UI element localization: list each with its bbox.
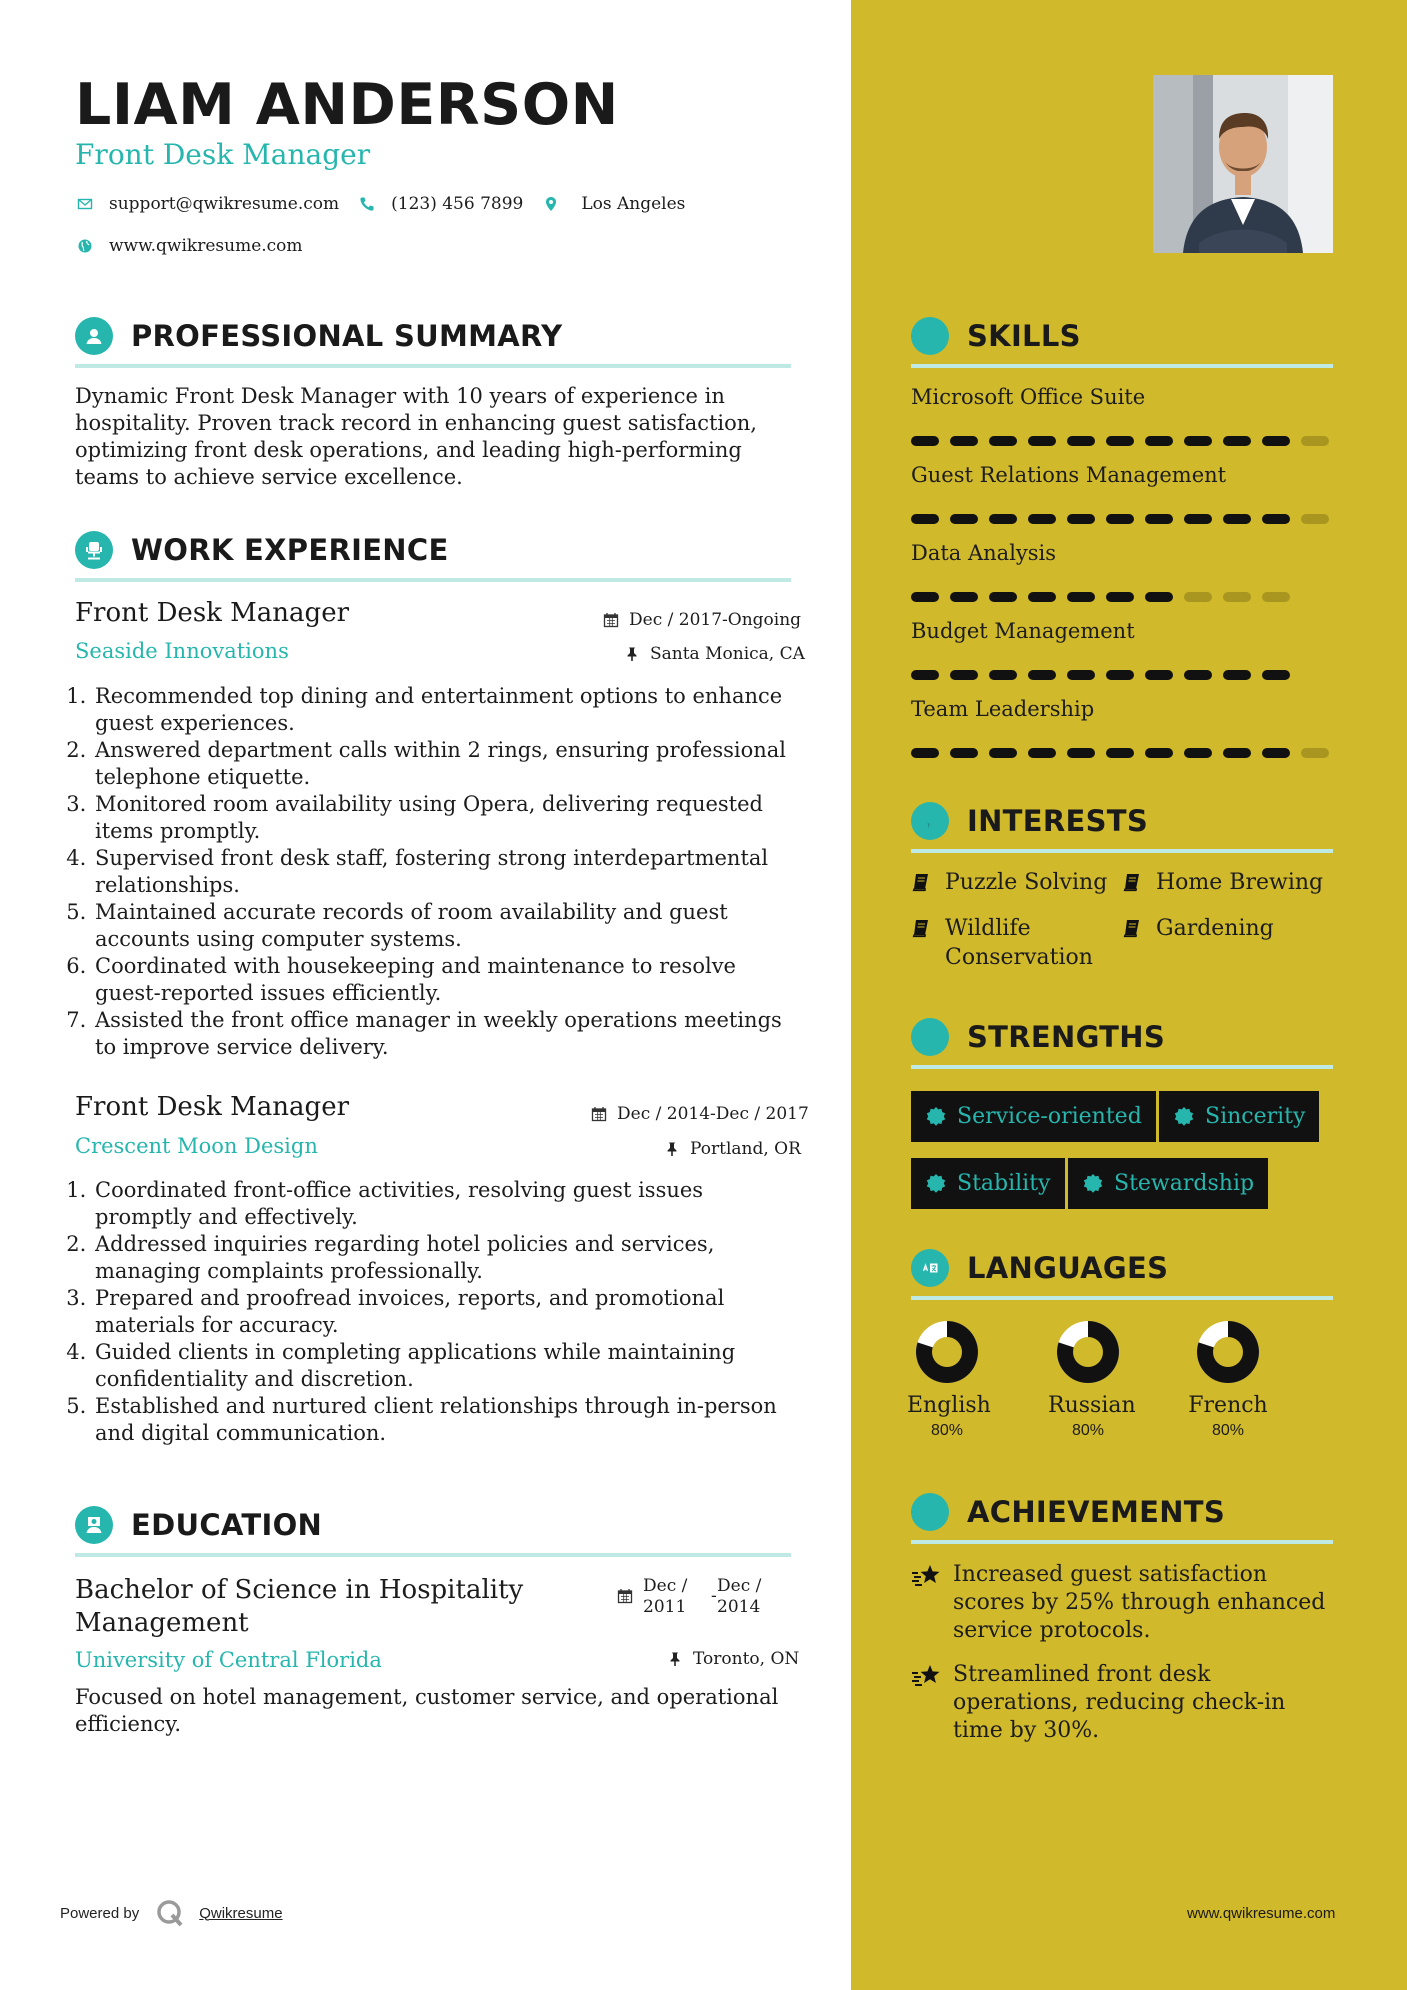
list-item: 2. Addressed inquiries regarding hotel policies and services, managing complaints professionally.	[93, 1231, 795, 1285]
language-icon	[911, 1249, 949, 1287]
list-item: 4. Supervised front desk staff, fostering strong interdepartmental relationships.	[93, 845, 795, 899]
interest-item	[1122, 868, 1323, 897]
skill-dash-empty	[1262, 592, 1290, 602]
skill-dash-empty	[1301, 436, 1329, 446]
strength-badge	[911, 1158, 1065, 1209]
profile-photo	[1153, 75, 1333, 253]
list-item: 3. Monitored room availability using Opera, delivering requested items promptly.	[93, 791, 795, 845]
section-title: INTERESTS	[967, 804, 1149, 838]
donut-hole	[932, 1337, 962, 1367]
skill-dash-filled	[911, 748, 939, 758]
skill-dash-filled	[950, 436, 978, 446]
job-location	[624, 644, 805, 664]
interest-label: Puzzle Solving	[945, 870, 1108, 895]
skill-dash-filled	[1184, 748, 1212, 758]
achievement-item	[911, 1561, 1341, 1645]
education-location-text: Toronto, ON	[693, 1649, 800, 1669]
section-divider	[911, 364, 1333, 368]
skill-name: Microsoft Office Suite	[911, 385, 1146, 409]
skill-dash-filled	[1184, 670, 1212, 680]
skill-name: Budget Management	[911, 619, 1135, 643]
language-percent: 80%	[1071, 1422, 1105, 1439]
powered-by	[60, 1898, 283, 1928]
book-icon	[911, 918, 931, 938]
graduate-icon	[75, 1506, 113, 1544]
candidate-title: Front Desk Manager	[75, 138, 371, 171]
book-icon	[911, 872, 931, 892]
section-title: LANGUAGES	[967, 1251, 1169, 1285]
language-level-donut	[914, 1319, 980, 1385]
section-title: STRENGTHS	[967, 1020, 1166, 1054]
job-title: Front Desk Manager	[75, 598, 350, 628]
skill-dash-filled	[1067, 748, 1095, 758]
skill-dash-filled	[1223, 436, 1251, 446]
list-item: 2. Answered department calls within 2 rings, ensuring professional telephone etiquette.	[93, 737, 795, 791]
badge-seal-icon	[925, 1173, 947, 1195]
strength-label: Service-oriented	[957, 1104, 1142, 1129]
experience-heading	[75, 531, 449, 569]
skills-heading	[911, 317, 1081, 355]
pushpin-icon	[667, 1651, 683, 1667]
skill-dash-empty	[1223, 592, 1251, 602]
email-link[interactable]: support@qwikresume.com	[109, 194, 340, 214]
skill-dash-filled	[950, 748, 978, 758]
job-duties-list	[69, 683, 795, 1061]
website-link[interactable]: www.qwikresume.com	[109, 236, 303, 256]
job-title: Front Desk Manager	[75, 1092, 350, 1122]
list-item: 5. Maintained accurate records of room availability and guest accounts using computer systems.	[93, 899, 795, 953]
education-heading	[75, 1506, 322, 1544]
language-item	[1188, 1319, 1268, 1440]
skill-dash-filled	[911, 436, 939, 446]
skill-dash-filled	[1028, 592, 1056, 602]
powered-by-label: Powered by	[60, 1904, 140, 1922]
interests-heading	[911, 802, 1148, 840]
job-duties-list	[69, 1177, 795, 1447]
website-row	[75, 236, 303, 256]
calendar-icon	[591, 1106, 607, 1122]
skill-dash-filled	[1106, 514, 1134, 524]
strength-label: Stability	[957, 1171, 1051, 1196]
skill-dash-filled	[950, 592, 978, 602]
job-dates	[603, 610, 801, 630]
language-item	[907, 1319, 991, 1440]
pushpin-icon	[664, 1141, 680, 1157]
skill-dash-empty	[1301, 748, 1329, 758]
list-item: 4. Guided clients in completing applications while maintaining confidentiality and discretion.	[93, 1339, 795, 1393]
skill-dash-filled	[1067, 436, 1095, 446]
section-divider	[75, 578, 791, 582]
job-dates-text: Dec / 2017-Ongoing	[629, 610, 802, 630]
section-divider	[911, 1540, 1333, 1544]
list-item: 3. Prepared and proofread invoices, reports, and promotional materials for accuracy.	[93, 1285, 795, 1339]
skill-dash-filled	[1145, 592, 1173, 602]
badge-seal-icon	[925, 1106, 947, 1128]
languages-heading	[911, 1249, 1168, 1287]
education-start-date: Dec / 2011	[643, 1576, 688, 1617]
list-item: 5. Established and nurtured client relationships through in-person and digital communication.	[93, 1393, 795, 1447]
list-item: 7. Assisted the front office manager in weekly operations meetings to improve service delivery.	[93, 1007, 795, 1061]
interest-item	[1122, 914, 1274, 943]
language-level-donut	[1195, 1319, 1261, 1385]
skill-dash-filled	[1067, 592, 1095, 602]
language-name: English	[907, 1393, 991, 1418]
location-pin-icon	[541, 194, 561, 214]
book-icon	[1122, 872, 1142, 892]
skill-dash-filled	[911, 514, 939, 524]
skill-dash-filled	[989, 436, 1017, 446]
language-name: French	[1188, 1393, 1268, 1418]
skill-dash-empty	[1184, 592, 1212, 602]
skill-level-bar	[911, 436, 1340, 446]
strength-badge	[1068, 1158, 1268, 1209]
skill-level-bar	[911, 514, 1340, 524]
fist-icon	[911, 1018, 949, 1056]
skill-dash-filled	[989, 592, 1017, 602]
list-item: 6. Coordinated with housekeeping and maintenance to resolve guest-reported issues efficiently.	[93, 953, 795, 1007]
skill-dash-filled	[1106, 670, 1134, 680]
skill-dash-filled	[1184, 514, 1212, 524]
section-title: PROFESSIONAL SUMMARY	[131, 319, 563, 353]
interest-item	[911, 914, 1111, 972]
date-separator: -	[711, 1586, 717, 1606]
job-location	[664, 1139, 801, 1159]
section-title: ACHIEVEMENTS	[967, 1495, 1226, 1529]
skill-dash-filled	[1145, 436, 1173, 446]
skill-dash-filled	[1145, 670, 1173, 680]
globe-icon	[75, 236, 95, 256]
skill-dash-filled	[1106, 436, 1134, 446]
language-percent: 80%	[930, 1422, 964, 1439]
skill-dash-filled	[950, 514, 978, 524]
school-name: University of Central Florida	[75, 1648, 382, 1672]
paper-plane-icon	[911, 802, 949, 840]
badge-seal-icon	[1082, 1173, 1104, 1195]
skill-dash-filled	[1262, 670, 1290, 680]
list-item: 1. Coordinated front-office activities, resolving guest issues promptly and effectively.	[93, 1177, 795, 1231]
section-divider	[75, 1553, 791, 1557]
email-icon	[75, 194, 95, 214]
summary-heading	[75, 317, 562, 355]
skill-dash-filled	[950, 670, 978, 680]
lightbulb-icon	[911, 317, 949, 355]
skill-level-bar	[911, 670, 1301, 680]
donut-hole	[1073, 1337, 1103, 1367]
job-location-text: Portland, OR	[690, 1139, 801, 1159]
strength-badge	[911, 1091, 1156, 1142]
skill-dash-filled	[1223, 670, 1251, 680]
candidate-name: LIAM ANDERSON	[75, 72, 619, 138]
interest-label: Home Brewing	[1156, 870, 1324, 895]
strength-label: Stewardship	[1114, 1171, 1255, 1196]
calendar-icon	[617, 1588, 633, 1604]
strength-label: Sincerity	[1205, 1104, 1306, 1129]
skill-name: Data Analysis	[911, 541, 1057, 565]
skill-dash-filled	[1028, 748, 1056, 758]
language-item	[1048, 1319, 1136, 1440]
calendar-icon	[603, 612, 619, 628]
skill-dash-filled	[1106, 748, 1134, 758]
shooting-star-icon	[911, 1563, 941, 1589]
achievements-heading	[911, 1493, 1225, 1531]
shooting-star-icon	[911, 1663, 941, 1689]
skill-dash-filled	[1262, 748, 1290, 758]
skill-dash-filled	[989, 514, 1017, 524]
skill-dash-filled	[1223, 748, 1251, 758]
strength-badge	[1159, 1091, 1319, 1142]
donut-hole	[1213, 1337, 1243, 1367]
pushpin-icon	[624, 646, 640, 662]
skill-dash-filled	[1145, 514, 1173, 524]
education-dates	[617, 1576, 775, 1618]
skill-dash-filled	[989, 670, 1017, 680]
qwikresume-logo-icon	[155, 1898, 185, 1928]
skill-dash-filled	[1145, 748, 1173, 758]
interest-label: Gardening	[1156, 916, 1274, 941]
language-name: Russian	[1048, 1393, 1136, 1418]
language-level-donut	[1055, 1319, 1121, 1385]
skill-dash-filled	[1184, 436, 1212, 446]
language-percent: 80%	[1211, 1422, 1245, 1439]
contact-row	[75, 194, 685, 214]
phone-text[interactable]: (123) 456 7899	[391, 194, 524, 214]
skill-name: Team Leadership	[911, 697, 1095, 721]
skill-level-bar	[911, 592, 1301, 602]
skill-dash-filled	[1028, 514, 1056, 524]
list-item: 1. Recommended top dining and entertainment options to enhance guest experiences.	[93, 683, 795, 737]
skill-dash-filled	[1223, 514, 1251, 524]
job-location-text: Santa Monica, CA	[650, 644, 805, 664]
phone-icon	[357, 194, 377, 214]
achievement-item	[911, 1661, 1341, 1745]
interest-label: Wildlife Conservation	[945, 916, 1093, 970]
job-dates	[591, 1104, 809, 1124]
section-title: SKILLS	[967, 319, 1081, 353]
location-text: Los Angeles	[581, 194, 686, 214]
skill-name: Guest Relations Management	[911, 463, 1227, 487]
skill-dash-filled	[1028, 670, 1056, 680]
strengths-heading	[911, 1018, 1165, 1056]
education-location	[667, 1649, 799, 1669]
skill-dash-empty	[1301, 514, 1329, 524]
section-divider	[911, 1296, 1333, 1300]
interest-item	[911, 868, 1107, 897]
job-dates-text: Dec / 2014-Dec / 2017	[617, 1104, 809, 1124]
achievement-text: Increased guest satisfaction scores by 25% through enhanced service protocols.	[953, 1562, 1326, 1643]
section-divider	[75, 364, 791, 368]
book-icon	[1122, 918, 1142, 938]
skill-level-bar	[911, 748, 1340, 758]
skill-dash-filled	[1067, 514, 1095, 524]
section-title: EDUCATION	[131, 1508, 323, 1542]
job-company: Crescent Moon Design	[75, 1134, 318, 1158]
skill-dash-filled	[1106, 592, 1134, 602]
skill-dash-filled	[1262, 514, 1290, 524]
skill-dash-filled	[1028, 436, 1056, 446]
education-end-date: Dec / 2014	[717, 1576, 762, 1617]
section-divider	[911, 849, 1333, 853]
footer-website[interactable]: www.qwikresume.com	[1187, 1905, 1336, 1922]
degree-title: Bachelor of Science in Hospitality Management	[75, 1575, 524, 1638]
badge-seal-icon	[1173, 1106, 1195, 1128]
star-icon	[911, 1493, 949, 1531]
skill-dash-filled	[1262, 436, 1290, 446]
education-description: Focused on hotel management, customer service, and operational efficiency.	[75, 1685, 779, 1736]
user-icon	[75, 317, 113, 355]
office-chair-icon	[75, 531, 113, 569]
brand-link[interactable]: Qwikresume	[199, 1904, 283, 1922]
summary-text: Dynamic Front Desk Manager with 10 years of experience in hospitality. Proven track record in enhancing guest satisfaction, optimizing front desk operations, and leading high-performing teams to achieve service excellence.	[75, 384, 757, 489]
skill-dash-filled	[989, 748, 1017, 758]
skill-dash-filled	[911, 592, 939, 602]
skill-dash-filled	[1067, 670, 1095, 680]
achievement-text: Streamlined front desk operations, reducing check-in time by 30%.	[953, 1662, 1286, 1743]
section-title: WORK EXPERIENCE	[131, 533, 449, 567]
job-company: Seaside Innovations	[75, 639, 289, 663]
section-divider	[911, 1065, 1333, 1069]
skill-dash-filled	[911, 670, 939, 680]
